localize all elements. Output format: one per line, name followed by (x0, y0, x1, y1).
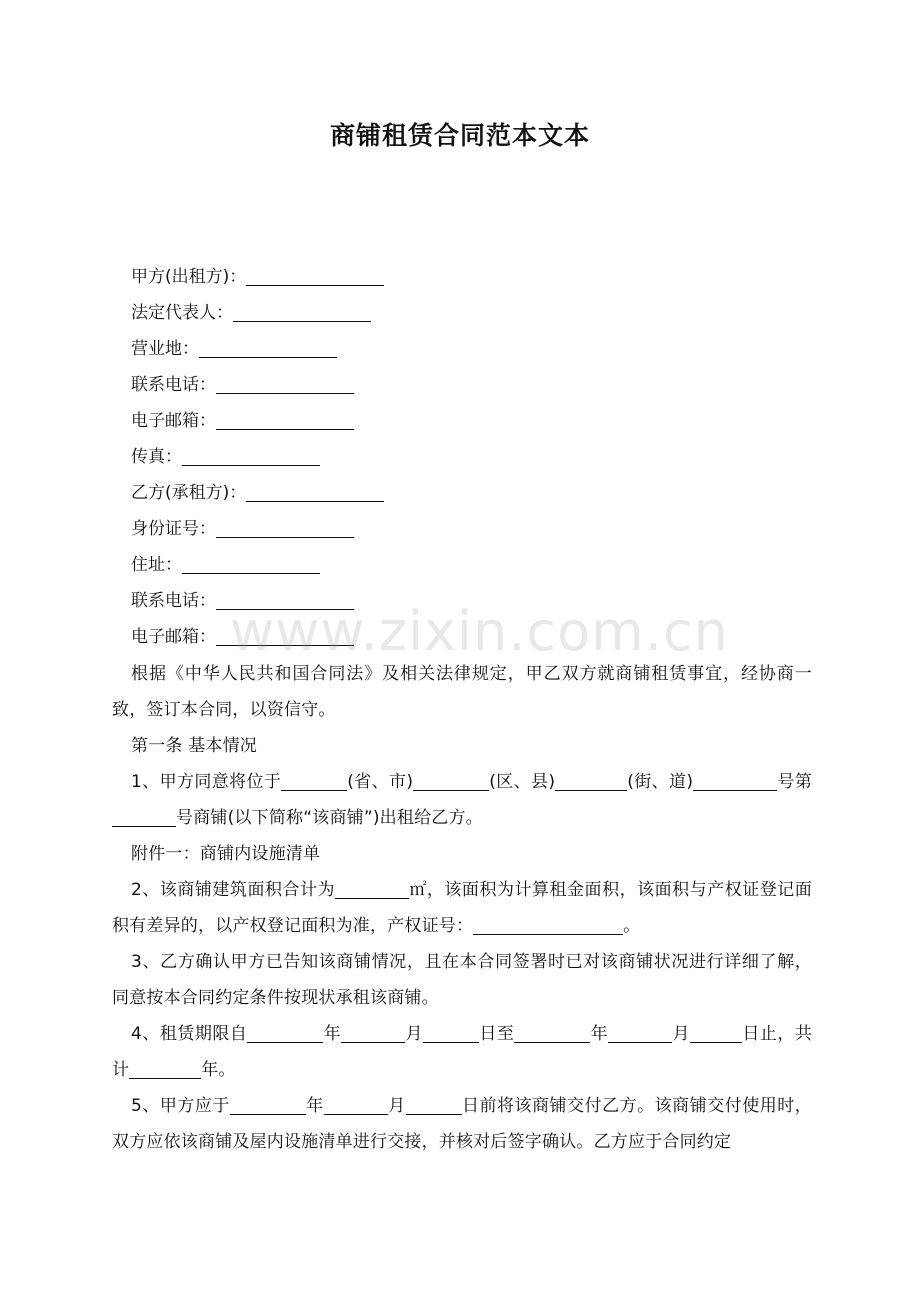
clause-2 (112, 872, 812, 944)
fill-blank (199, 337, 337, 358)
field-label: 乙方(承租方)： (131, 483, 247, 503)
clause-text: 日至 (479, 1024, 515, 1044)
clause-4 (112, 1016, 812, 1088)
field-label: 联系电话： (131, 375, 216, 395)
clause-text: 日前将该商铺交付乙方。该商铺交付使用时，双方应依该商铺及屋内设施清单进行交接，并核对后签字确认。乙方应于合同约定 (112, 1096, 812, 1152)
article-heading: 第一条 基本情况 (131, 736, 258, 756)
watermark: www.zixin.com.cn (230, 600, 729, 663)
party-b-phone-field (131, 588, 354, 614)
field-label: 住址： (131, 555, 182, 575)
fill-blank (216, 409, 354, 430)
field-label: 营业地： (131, 339, 199, 359)
fill-blank (182, 553, 320, 574)
field-label: 传真： (131, 447, 182, 467)
document-title: 商铺租赁合同范本文本 (329, 121, 590, 150)
fill-blank (341, 1022, 405, 1043)
fill-blank (216, 625, 354, 646)
party-a-email-field (131, 408, 354, 434)
fill-blank (423, 1022, 479, 1043)
field-label: 甲方(出租方)： (131, 267, 247, 287)
party-a-phone-field (131, 372, 354, 398)
fill-blank (216, 373, 354, 394)
party-b-email-field (131, 624, 354, 650)
fill-blank (182, 445, 320, 466)
clause-text: 。 (623, 916, 641, 936)
clause-text: 年 (590, 1024, 609, 1044)
clause-text: 4、租赁期限自 (131, 1024, 248, 1044)
fill-blank (216, 589, 354, 610)
fill-blank (281, 770, 347, 791)
fill-blank (514, 1022, 590, 1043)
fill-blank (247, 1022, 323, 1043)
id-number-field (131, 516, 354, 542)
clause-text: 月 (387, 1096, 406, 1116)
fill-blank (112, 806, 176, 827)
party-a-field (131, 264, 384, 290)
clause-text: 号商铺(以下简称“该商铺”)出租给乙方。 (176, 808, 483, 828)
field-label: 法定代表人： (131, 303, 233, 323)
fill-blank (246, 265, 384, 286)
party-b-field (131, 480, 384, 506)
clause-text: 年。 (201, 1060, 236, 1080)
field-label: 身份证号： (131, 519, 216, 539)
fill-blank (693, 770, 777, 791)
clause-text: (省、市) (347, 772, 414, 792)
fill-blank (216, 517, 354, 538)
fill-blank (233, 301, 371, 322)
field-label: 电子邮箱： (131, 411, 216, 431)
fill-blank (690, 1022, 742, 1043)
clause-1 (112, 764, 812, 836)
fill-blank (129, 1058, 201, 1079)
clause-text: 号第 (777, 772, 813, 792)
fill-blank (608, 1022, 672, 1043)
fill-blank (555, 770, 627, 791)
clause-text: 5、甲方应于 (131, 1096, 230, 1116)
business-address-field (131, 336, 337, 362)
clause-text: 月 (672, 1024, 691, 1044)
clause-text: 2、该商铺建筑面积合计为 (131, 880, 336, 900)
clause-text: ㎡，该面积为计算租金面积，该面积与产权证登记面积有差异的，以产权登记面积为准，产权证号： (112, 880, 812, 936)
residence-field (131, 552, 320, 578)
clause-text: 月 (405, 1024, 424, 1044)
clause-text: 年 (305, 1096, 324, 1116)
clause-text: (区、县) (489, 772, 556, 792)
fill-blank (473, 914, 623, 935)
fill-blank (246, 481, 384, 502)
field-label: 电子邮箱： (131, 627, 216, 647)
clause-5 (112, 1088, 812, 1160)
fill-blank (230, 1094, 306, 1115)
attachment-line: 附件一：商铺内设施清单 (131, 844, 321, 864)
fill-blank (324, 1094, 388, 1115)
clause-text: 日止，共计 (112, 1024, 813, 1080)
fax-field (131, 444, 320, 470)
intro-paragraph: 根据《中华人民共和国合同法》及相关法律规定，甲乙双方就商铺租赁事宜，经协商一致，签订本合同，以资信守。 (112, 664, 812, 720)
fill-blank (413, 770, 489, 791)
clause-text: (街、道) (627, 772, 694, 792)
fill-blank (406, 1094, 462, 1115)
fill-blank (335, 878, 409, 899)
clause-3: 3、乙方确认甲方已告知该商铺情况，且在本合同签署时已对该商铺状况进行详细了解，同意按本合同约定条件按现状承租该商铺。 (112, 952, 812, 1008)
field-label: 联系电话： (131, 591, 216, 611)
clause-text: 1、甲方同意将位于 (131, 772, 282, 792)
legal-rep-field (131, 300, 371, 326)
clause-text: 年 (323, 1024, 342, 1044)
